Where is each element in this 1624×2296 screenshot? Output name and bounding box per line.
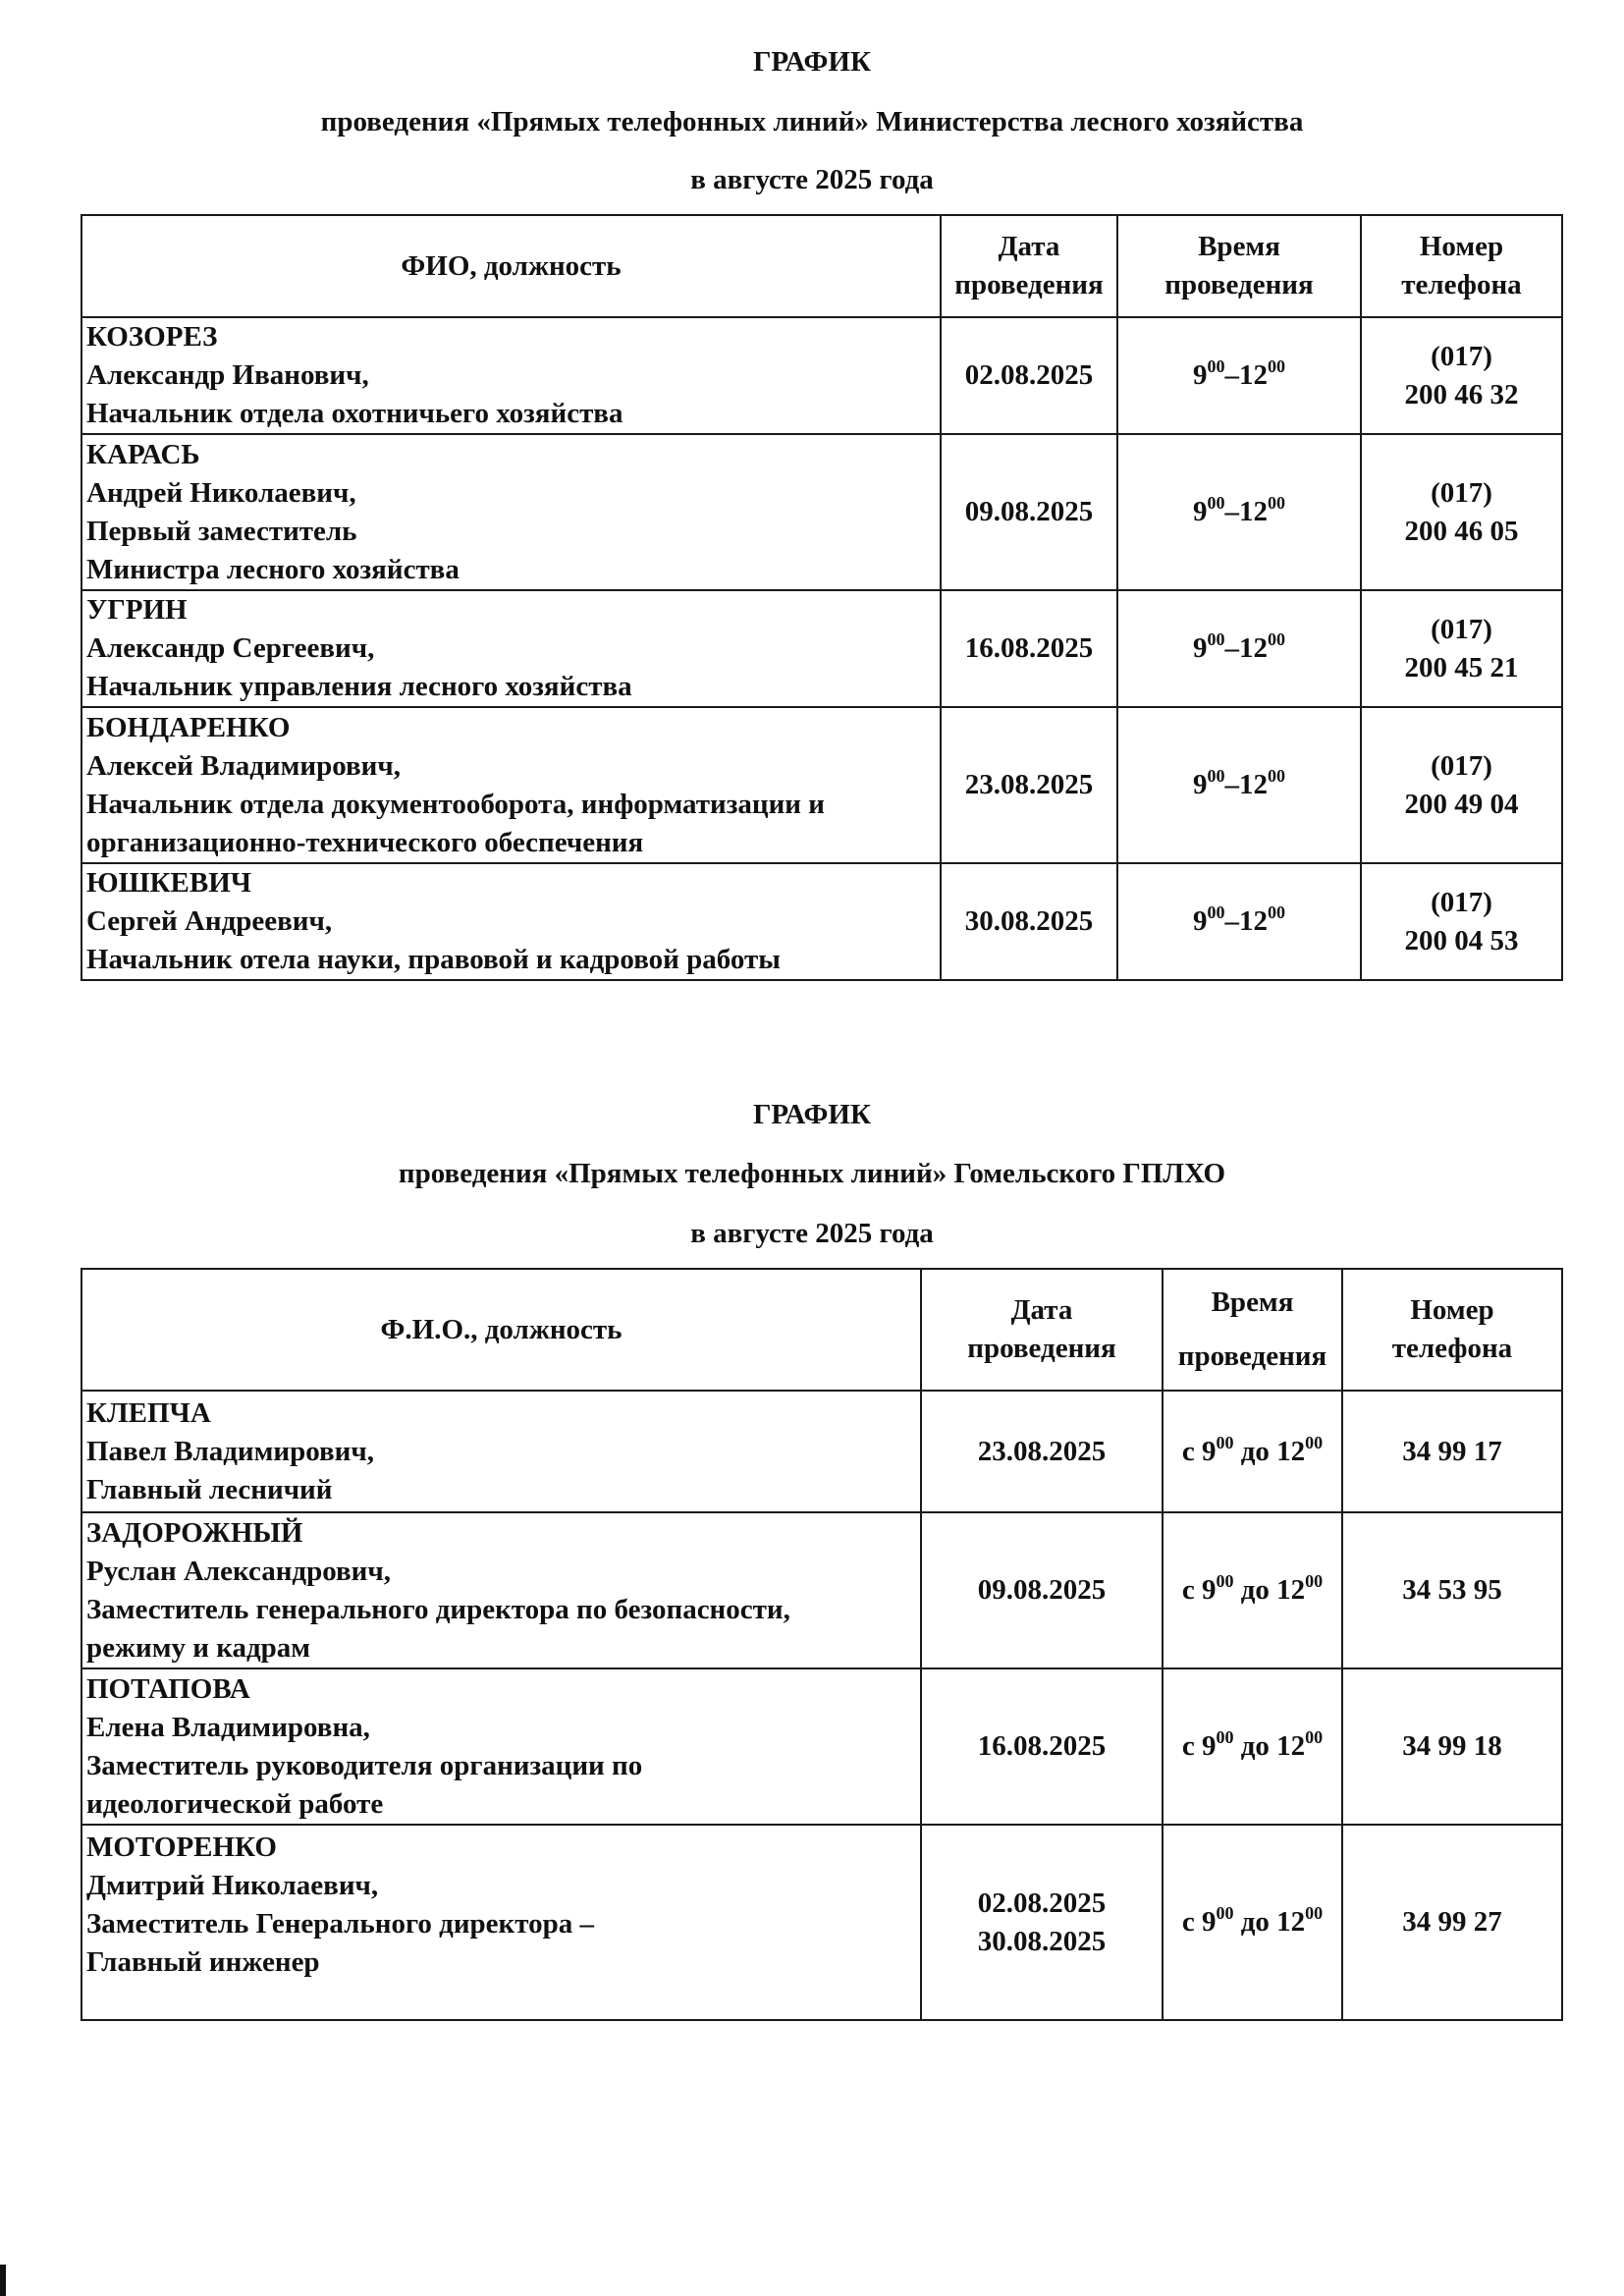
phone-number: 34 99 18 xyxy=(1402,1730,1502,1762)
date-cell xyxy=(921,1512,1163,1668)
person-surname: КЛЕПЧА xyxy=(86,1396,211,1429)
person-name: Павел Владимирович, xyxy=(86,1435,374,1467)
table-row xyxy=(81,317,1562,434)
phone-number: 200 04 53 xyxy=(1404,924,1519,957)
header-date xyxy=(921,1269,1163,1391)
phone-code: (017) xyxy=(1431,749,1492,782)
time-end-minutes: 00 xyxy=(1268,493,1285,513)
header-time-line2: проведения xyxy=(1164,269,1314,301)
table-row xyxy=(81,863,1562,980)
time-dash: – xyxy=(1224,769,1239,800)
person-surname: БОНДАРЕНКО xyxy=(86,711,291,743)
time-end: 12 xyxy=(1239,496,1268,527)
person-position: организационно-технического обеспечения xyxy=(86,826,644,858)
person-position: Заместитель Генерального директора – xyxy=(86,1907,595,1940)
time-end-minutes: 00 xyxy=(1268,902,1285,922)
date-value: 30.08.2025 xyxy=(964,905,1094,937)
time-from: с xyxy=(1181,1906,1195,1938)
header-fio: Ф.И.О., должность xyxy=(81,1269,921,1391)
time-end: 12 xyxy=(1276,1435,1306,1467)
time-from: с xyxy=(1181,1574,1195,1606)
fio-cell xyxy=(81,863,941,980)
time-cell xyxy=(1117,707,1361,863)
time-to: до xyxy=(1240,1574,1270,1606)
header-time-line2: проведения xyxy=(1177,1340,1327,1372)
table-row xyxy=(81,1512,1562,1668)
date-value: 16.08.2025 xyxy=(964,632,1094,664)
header-phone-line1: Номер xyxy=(1419,231,1504,262)
time-end: 12 xyxy=(1239,769,1268,800)
schedule1-period: в августе 2025 года xyxy=(690,164,934,195)
person-position: Главный инженер xyxy=(86,1945,320,1978)
person-position: Начальник управления лесного хозяйства xyxy=(86,671,632,702)
time-start-minutes: 00 xyxy=(1207,356,1225,376)
time-dash: – xyxy=(1224,632,1239,664)
header-phone xyxy=(1361,215,1562,317)
person-position: Начальник отела науки, правовой и кадровой работы xyxy=(86,944,781,975)
header-time xyxy=(1163,1269,1342,1391)
phone-code: (017) xyxy=(1431,340,1492,372)
time-end-minutes: 00 xyxy=(1268,629,1285,649)
time-start-minutes: 00 xyxy=(1216,1903,1234,1923)
time-end: 12 xyxy=(1276,1574,1306,1606)
time-cell xyxy=(1163,1391,1342,1512)
fio-cell xyxy=(81,317,941,434)
header-date-line2: проведения xyxy=(954,269,1104,301)
time-dash: – xyxy=(1224,496,1239,527)
phone-cell xyxy=(1342,1825,1562,2020)
header-fio: ФИО, должность xyxy=(81,215,941,317)
person-position: идеологической работе xyxy=(86,1787,384,1820)
time-to: до xyxy=(1240,1435,1270,1467)
date-value: 16.08.2025 xyxy=(977,1730,1107,1762)
date-cell xyxy=(941,590,1117,707)
schedule2-table xyxy=(81,1268,1563,2021)
person-position: Заместитель руководителя организации по xyxy=(86,1749,643,1781)
date-cell xyxy=(941,707,1117,863)
phone-cell xyxy=(1361,317,1562,434)
header-date-line2: проведения xyxy=(967,1333,1116,1364)
date-cell xyxy=(941,863,1117,980)
time-start: 9 xyxy=(1193,632,1208,664)
schedule1-table xyxy=(81,214,1563,981)
time-start: 9 xyxy=(1193,769,1208,800)
phone-cell xyxy=(1361,707,1562,863)
time-cell xyxy=(1117,317,1361,434)
time-start-minutes: 00 xyxy=(1207,493,1225,513)
phone-code: (017) xyxy=(1431,886,1492,918)
person-position: Начальник отдела документооборота, информатизации и xyxy=(86,788,825,820)
fio-cell xyxy=(81,1391,921,1512)
schedule1-subtitle: проведения «Прямых телефонных линий» Министерства лесного хозяйства xyxy=(320,106,1304,137)
phone-number: 34 99 17 xyxy=(1402,1435,1502,1467)
time-end: 12 xyxy=(1276,1730,1306,1762)
person-surname: КОЗОРЕЗ xyxy=(86,321,218,353)
table-row xyxy=(81,590,1562,707)
header-time xyxy=(1117,215,1361,317)
header-time-line1: Время xyxy=(1211,1286,1294,1318)
phone-cell xyxy=(1361,590,1562,707)
fio-cell xyxy=(81,590,941,707)
table-row xyxy=(81,707,1562,863)
schedule2-body xyxy=(81,1391,1562,2020)
phone-number: 34 99 27 xyxy=(1402,1906,1502,1938)
person-surname: ЗАДОРОЖНЫЙ xyxy=(86,1516,303,1549)
time-start-minutes: 00 xyxy=(1207,766,1225,786)
date-value: 02.08.2025 xyxy=(977,1886,1107,1919)
person-name: Алексей Владимирович, xyxy=(86,749,401,782)
fio-cell xyxy=(81,1825,921,2020)
phone-code: (017) xyxy=(1431,613,1492,645)
time-start-minutes: 00 xyxy=(1207,629,1225,649)
phone-number: 200 46 05 xyxy=(1404,515,1519,547)
person-position: Заместитель генерального директора по безопасности, xyxy=(86,1593,790,1625)
date-value: 23.08.2025 xyxy=(964,769,1094,800)
time-to: до xyxy=(1240,1906,1270,1938)
schedule2-period: в августе 2025 года xyxy=(690,1218,934,1249)
schedule1-header-row xyxy=(81,215,1562,317)
person-surname: КАРАСЬ xyxy=(86,438,200,470)
time-start-minutes: 00 xyxy=(1216,1727,1234,1747)
time-cell xyxy=(1117,590,1361,707)
schedule2-title: ГРАФИК xyxy=(752,1099,872,1130)
phone-number: 200 49 04 xyxy=(1404,788,1519,820)
time-start-minutes: 00 xyxy=(1216,1571,1234,1591)
phone-number: 34 53 95 xyxy=(1402,1574,1502,1606)
date-value: 30.08.2025 xyxy=(977,1925,1107,1957)
time-from: с xyxy=(1181,1435,1195,1467)
header-phone xyxy=(1342,1269,1562,1391)
fio-cell xyxy=(81,707,941,863)
person-name: Елена Владимировна, xyxy=(86,1711,370,1743)
header-time-line1: Время xyxy=(1198,231,1280,262)
time-start: 9 xyxy=(1201,1906,1217,1938)
time-start-minutes: 00 xyxy=(1207,902,1225,922)
time-start: 9 xyxy=(1201,1435,1217,1467)
time-cell xyxy=(1163,1825,1342,2020)
header-phone-line2: телефона xyxy=(1401,269,1522,301)
date-cell xyxy=(941,317,1117,434)
time-start: 9 xyxy=(1201,1574,1217,1606)
fio-cell xyxy=(81,1668,921,1825)
fio-cell xyxy=(81,1512,921,1668)
person-position: Первый заместитель xyxy=(86,515,357,547)
time-to: до xyxy=(1240,1730,1270,1762)
schedule1-body xyxy=(81,317,1562,980)
schedule1-title: ГРАФИК xyxy=(752,46,872,78)
phone-code: (017) xyxy=(1431,476,1492,509)
time-cell xyxy=(1163,1512,1342,1668)
time-start: 9 xyxy=(1193,905,1208,937)
person-position: режиму и кадрам xyxy=(86,1631,311,1664)
date-value: 09.08.2025 xyxy=(964,496,1094,527)
time-end-minutes: 00 xyxy=(1305,1432,1324,1452)
time-end-minutes: 00 xyxy=(1305,1727,1324,1747)
fio-cell xyxy=(81,434,941,590)
phone-cell xyxy=(1361,434,1562,590)
phone-cell xyxy=(1342,1391,1562,1512)
person-name: Андрей Николаевич, xyxy=(86,476,356,509)
time-start-minutes: 00 xyxy=(1216,1432,1234,1452)
time-end-minutes: 00 xyxy=(1268,766,1285,786)
date-value: 23.08.2025 xyxy=(977,1435,1107,1467)
time-end: 12 xyxy=(1239,359,1268,391)
schedule2-header-row xyxy=(81,1269,1562,1391)
time-cell xyxy=(1117,863,1361,980)
header-date-line1: Дата xyxy=(1010,1294,1073,1326)
table-row xyxy=(81,1668,1562,1825)
table-row xyxy=(81,1825,1562,2020)
date-cell xyxy=(921,1668,1163,1825)
time-start: 9 xyxy=(1193,359,1208,391)
phone-number: 200 46 32 xyxy=(1404,378,1519,410)
person-position: Начальник отдела охотничьего хозяйства xyxy=(86,398,623,429)
time-dash: – xyxy=(1224,359,1239,391)
scan-edge-mark xyxy=(0,2265,6,2296)
time-end: 12 xyxy=(1239,905,1268,937)
date-cell xyxy=(921,1391,1163,1512)
header-phone-line1: Номер xyxy=(1410,1294,1494,1326)
time-end: 12 xyxy=(1276,1906,1306,1938)
time-end-minutes: 00 xyxy=(1305,1571,1324,1591)
time-end-minutes: 00 xyxy=(1268,356,1285,376)
time-end-minutes: 00 xyxy=(1305,1903,1324,1923)
person-name: Сергей Андреевич, xyxy=(86,905,333,937)
time-start: 9 xyxy=(1201,1730,1217,1762)
table-row xyxy=(81,434,1562,590)
header-date-line1: Дата xyxy=(998,231,1060,262)
date-cell xyxy=(941,434,1117,590)
table-row xyxy=(81,1391,1562,1512)
time-end: 12 xyxy=(1239,632,1268,664)
header-date xyxy=(941,215,1117,317)
date-cell xyxy=(921,1825,1163,2020)
person-surname: МОТОРЕНКО xyxy=(86,1831,277,1863)
person-surname: ПОТАПОВА xyxy=(86,1672,250,1705)
phone-number: 200 45 21 xyxy=(1404,651,1519,683)
person-name: Руслан Александрович, xyxy=(86,1555,391,1587)
date-value: 09.08.2025 xyxy=(977,1574,1107,1606)
person-position: Главный лесничий xyxy=(86,1473,333,1505)
person-name: Дмитрий Николаевич, xyxy=(86,1869,379,1901)
person-name: Александр Сергеевич, xyxy=(86,632,375,664)
person-name: Александр Иванович, xyxy=(86,359,369,391)
schedule2-subtitle: проведения «Прямых телефонных линий» Гомельского ГПЛХО xyxy=(398,1158,1226,1189)
person-position: Министра лесного хозяйства xyxy=(86,553,460,585)
phone-cell xyxy=(1361,863,1562,980)
time-cell xyxy=(1163,1668,1342,1825)
header-phone-line2: телефона xyxy=(1391,1333,1513,1364)
time-from: с xyxy=(1181,1730,1195,1762)
phone-cell xyxy=(1342,1512,1562,1668)
time-cell xyxy=(1117,434,1361,590)
person-surname: ЮШКЕВИЧ xyxy=(86,867,252,899)
time-start: 9 xyxy=(1193,496,1208,527)
date-value: 02.08.2025 xyxy=(964,359,1094,391)
person-surname: УГРИН xyxy=(86,594,188,626)
time-dash: – xyxy=(1224,905,1239,937)
phone-cell xyxy=(1342,1668,1562,1825)
